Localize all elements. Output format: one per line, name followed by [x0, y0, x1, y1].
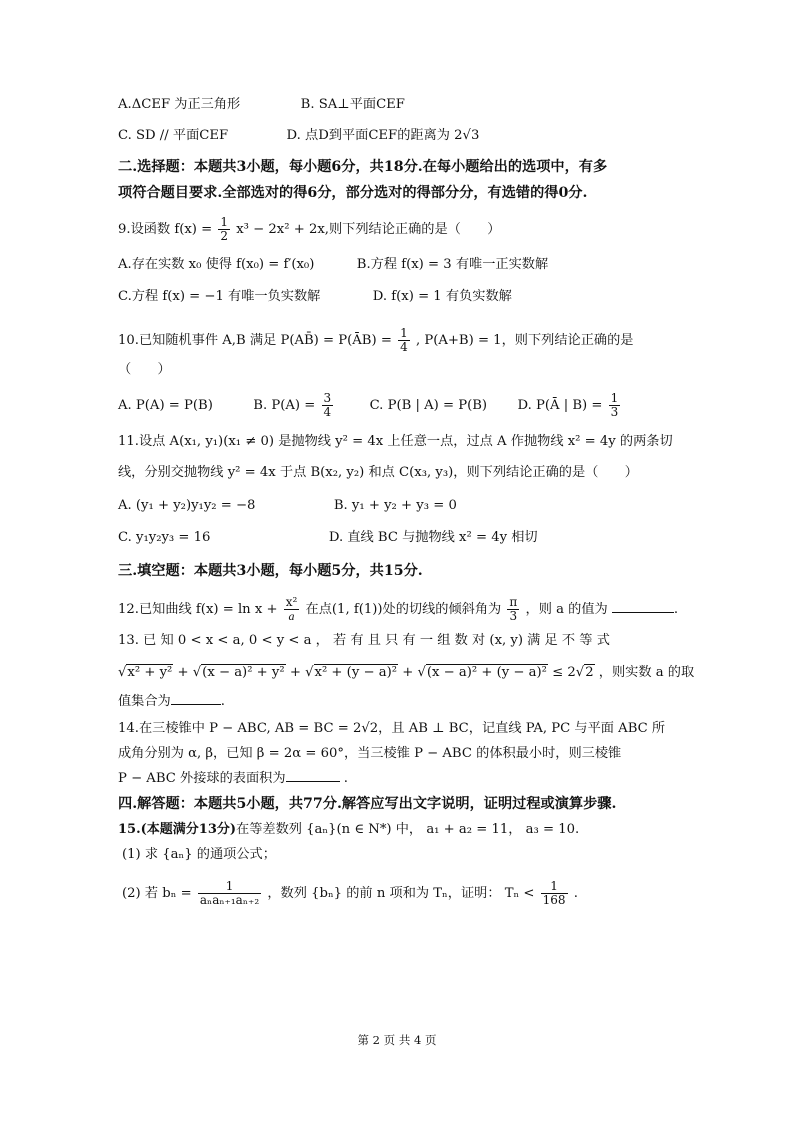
q12-stem: 12.已知曲线 f(x) = ln x + $\frac{\text{x²}}{a}$ 在点(1, f(1))处的切线的倾斜角为 $\frac{\pi}{3}$ ，则 a 的值为 . [118, 595, 679, 623]
q13-inequality: ≤ 2 [552, 665, 576, 680]
q11-option-d: D. 直线 BC 与抛物线 x² = 4y 相切 [328, 530, 538, 545]
q9-option-d: D. f(x) = 1 有负实数解 [372, 289, 512, 304]
q15-bn-num: 1 [198, 880, 261, 894]
q12-frac2-den: 3 [509, 609, 518, 623]
section-2-heading-line-2: 项符合题目要求.全部选对的得6分，部分选对的得部分分，有选错的得0分. [118, 185, 588, 201]
q15-points: 15.(本题满分13分) [118, 822, 237, 837]
q9-frac-den: 2 [220, 229, 229, 243]
q13-radical-5: 2 [585, 665, 594, 680]
q13-l3-text: 值集合为 [118, 694, 171, 709]
q9-option-row-2 [118, 287, 512, 307]
section-2-heading-line-1: 二.选择题：本题共3小题，每小题6分，共18分.在每小题给出的选项中，有多 [118, 159, 608, 175]
q15-bn-fraction [198, 880, 261, 907]
q15-bound-den: 168 [542, 893, 566, 907]
q10-option-d: D. P(Ā | B) = [517, 398, 603, 413]
q9-option-row-1 [118, 255, 548, 275]
q13-stem-line-1: 13. 已 知 0 < x < a, 0 < y < a ， 若 有 且 只 有 一 组 数 对 (x, y) 满 足 不 等 式 [118, 633, 610, 648]
q13-answer-blank[interactable] [171, 704, 221, 705]
q12-frac-den: a [288, 609, 295, 623]
q15-bn-den: aₙaₙ₊₁aₙ₊₂ [199, 893, 260, 907]
q8-option-c: C. SD // 平面CEF [118, 128, 229, 143]
q14-l3-text: P − ABC 外接球的表面积为 [118, 771, 286, 786]
q10-paren: （ ） [118, 362, 171, 377]
page-footer: 第 2 页 共 4 页 [357, 1033, 437, 1047]
q10-option-b-fraction [322, 392, 334, 419]
q10-stem-post: , P(A+B) = 1，则下列结论正确的是 [415, 333, 634, 348]
q9-stem-post: x³ − 2x² + 2x,则下列结论正确的是（ ） [236, 222, 501, 237]
q15-part-2 [122, 880, 578, 907]
q10-option-c: C. P(B | A) = P(B) [369, 398, 488, 413]
q13-radical-4: (x − a)² + (y − a)² [426, 665, 547, 680]
q10-option-b-den: 4 [323, 405, 332, 419]
q15-part-2-mid: ，数列 {bₙ} 的前 n 项和为 Tₙ，证明： Tₙ < [267, 886, 535, 901]
q11-option-a: A. (y₁ + y₂)y₁y₂ = −8 [118, 498, 256, 513]
q13-radical-2: (x − a)² + y² [202, 665, 285, 680]
q8-option-d: D. 点D到平面CEF的距离为 [286, 128, 450, 143]
q12-fraction-2 [507, 596, 519, 623]
q13-stem-line-2: √x² + y² + √(x − a)² + y² + √x² + (y − a)² + √(x − a)² + (y − a)² ≤ 2√2 ，则实数 a 的取 [118, 665, 695, 680]
q14-stem-line-1: 14.在三棱锥中 P − ABC, AB = BC = 2√2，且 AB ⊥ BC，记直线 PA, PC 与平面 ABC 所 [118, 721, 666, 736]
q10-option-b: B. P(A) = [253, 398, 316, 413]
q10-stem [118, 327, 633, 354]
q11-stem-line-1: 11.设点 A(x₁, y₁)(x₁ ≠ 0) 是抛物线 y² = 4x 上任意一点，过点 A 作抛物线 x² = 4y 的两条切 [118, 434, 673, 449]
q10-stem-pre: 10.已知随机事件 A,B 满足 P(AB̄) = P(ĀB) = [118, 333, 392, 348]
q8-option-d-value: 2√3 [454, 128, 480, 143]
q13-line-2-post: ，则实数 a 的取 [598, 665, 695, 680]
q9-frac-num: 1 [220, 215, 229, 229]
q14-stem-line-2: 成角分别为 α, β，已知 β = 2α = 60°，当三棱锥 P − ABC 的体积最小时，则三棱锥 [118, 746, 622, 761]
q15-part-1: (1) 求 {aₙ} 的通项公式； [122, 847, 276, 862]
q11-option-c: C. y₁y₂y₃ = 16 [118, 530, 211, 545]
q15-part-2-pre: (2) 若 bₙ = [122, 886, 192, 901]
q9-fraction [218, 216, 230, 243]
section-4-heading: 四.解答题：本题共5小题，共77分.解答应写出文字说明，证明过程或演算步骤. [118, 796, 617, 812]
q9-option-b: B.方程 f(x) = 3 有唯一正实数解 [356, 257, 549, 272]
q14-stem-line-3: P − ABC 外接球的表面积为 . [118, 771, 348, 786]
q10-option-row [118, 392, 622, 419]
q9-stem-pre: 9.设函数 f(x) = [118, 222, 213, 237]
q11-option-b: B. y₁ + y₂ + y₃ = 0 [333, 498, 457, 513]
q10-option-a: A. P(A) = P(B) [118, 398, 213, 413]
q8-option-row-1 [118, 95, 405, 115]
q15-bound-fraction [541, 880, 568, 907]
q9-option-a: A.存在实数 x₀ 使得 f(x₀) = f′(x₀) [118, 257, 315, 272]
q13-radical-3: x² + (y − a)² [314, 665, 397, 680]
q8-option-a: A.ΔCEF 为正三角形 [118, 97, 241, 112]
q8-option-row-2 [118, 126, 479, 146]
q13-radical-1: x² + y² [127, 665, 173, 680]
q9-stem [118, 216, 500, 243]
q13-stem-line-3: 值集合为 . [118, 694, 225, 709]
q10-option-d-num: 1 [610, 391, 619, 405]
section-3-heading: 三.填空题：本题共3小题，每小题5分，共15分. [118, 563, 423, 579]
q11-option-row-2 [118, 528, 538, 548]
q10-frac-den: 4 [400, 340, 408, 354]
q12-fraction [284, 596, 300, 623]
q10-fraction [398, 327, 410, 354]
q12-pre: 12.已知曲线 f(x) = ln x + [118, 602, 278, 617]
q11-stem-line-2: 线，分别交抛物线 y² = 4x 于点 B(x₂, y₂) 和点 C(x₃, y₃)，则下列结论正确的是（ ） [118, 465, 638, 480]
q11-option-row-1 [118, 496, 457, 516]
q12-post: ，则 a 的值为 [525, 602, 608, 617]
q12-answer-blank[interactable] [612, 612, 674, 613]
q10-option-d-den: 3 [610, 405, 619, 419]
q12-mid: 在点(1, f(1))处的切线的倾斜角为 [305, 602, 502, 617]
q14-answer-blank[interactable] [286, 781, 340, 782]
q8-option-b: B. SA⊥平面CEF [300, 97, 405, 112]
q15-stem-text: 在等差数列 {aₙ}(n ∈ N*) 中， a₁ + a₂ = 11， a₃ = 10. [236, 822, 580, 837]
q9-option-c: C.方程 f(x) = −1 有唯一负实数解 [118, 289, 321, 304]
q12-frac-num: x² [285, 595, 298, 609]
q15-stem [118, 820, 579, 840]
q10-option-d-fraction [609, 392, 621, 419]
q15-part-2-end: . [573, 886, 578, 901]
q10-frac-num: 1 [400, 326, 408, 340]
q10-option-b-num: 3 [323, 391, 332, 405]
q15-bound-num: 1 [541, 880, 568, 894]
q12-frac2-num: π [509, 595, 518, 609]
